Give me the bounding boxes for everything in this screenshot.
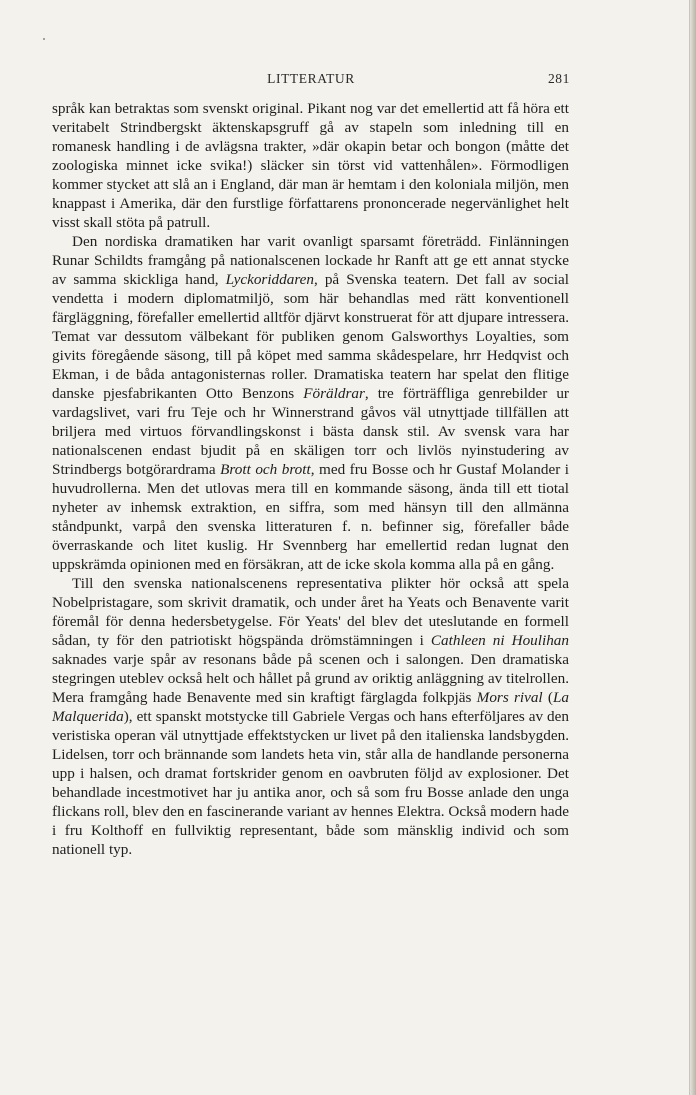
page-edge (690, 0, 696, 1095)
paragraph (52, 574, 569, 859)
text-run: Den nordiska dramatiken har varit ovanligt sparsamt företrädd. Finlänningen Runar Schildts framgång på nationalscenen lockade hr Ranft att ge ett annat stycke av samma skickliga hand, (52, 233, 569, 288)
italic-title: Brott och brott (220, 461, 311, 478)
italic-title: Lyckoriddaren (225, 271, 315, 288)
text-run: Till den svenska nationalscenens representativa plikter hör också att spela Nobelpristagare, som skrivit dramatik, och under året ha Yeats och Benavente varit föremål för denna hedersbetygelse. För Yeats' del blev det uteslutande en formell sådan, ty för den patriotiskt högspända drömstämningen i (52, 575, 569, 649)
text-run: saknades varje spår av resonans både på scenen och i salongen. Den dramatiska stegringen uteblev också helt och hållet på grund av oriktig anläggning av titelrollen. Mera framgång hade Benavente med sin kraftigt färglagda folkpjäs (52, 651, 569, 706)
text-run: ( (542, 689, 553, 706)
paragraph (52, 99, 569, 232)
text-run: , tre förträffliga genrebilder ur vardagslivet, vari fru Teje och hr Winnerstrand gåvos väl utnyttjade tillfällen att briljera med virtuos förvandlingskonst i bästa dansk stil. Av svensk vara har nationalscenen endast bjudit på en skäligen torr och livlös nyinstudering av Strindbergs botgörardrama (52, 385, 569, 478)
page-number: 281 (547, 71, 570, 86)
text-run: ), ett spanskt motstycke till Gabriele Vergas och hans efterföljares av den veristiska operan väl utnyttjade effektstycken ur livet på den italienska landsbygden. Lidelsen, torr och brännande som landets heta vin, står alla de handlande personerna upp i halsen, och dramat fortskrider genom en oavbruten följd av explosioner. Det behandlade incestmotivet har ju antika anor, och så som fru Bosse anlade den unga flickans roll, blev den en fascinerande variant av hennes Elektra. Också modern hade i fru Kolthoff en fullviktig representant, både som mänsklig individ och som nationell typ. (52, 708, 570, 858)
text-run: , med fru Bosse och hr Gustaf Molander i huvudrollerna. Men det utlovas mera till en kommande säsong, ända till ett tiotal nyheter av inhemsk extraktion, en siffra, som med hänsyn till den allmänna ståndpunkt, varpå den svenska litteraturen f. n. befinner sig, förefaller både överraskande och litet kuslig. Hr Svennberg har emellertid redan lugnat den uppskrämda opinionen med en försäkran, att de icke skola komma alla på en gång. (52, 461, 569, 573)
italic-title: Föräldrar (303, 385, 365, 402)
italic-title: Cathleen ni Houlihan (430, 632, 569, 649)
running-title: LITTERATUR (267, 71, 355, 86)
text-run: språk kan betraktas som svenskt original. Pikant nog var det emellertid att få höra ett veritabelt Strindbergskt äktenskapsgruff gå av stapeln som inledning till en romanesk handling i de avlägsna trakter, »där okapin betar och bongon (måtte det zoologiska minnet icke svika!) släcker sin törst vid vattenhålen». Förmodligen kommer stycket att slå an i England, där man är hemtam i den koloniala miljön, men knappast i Amerika, där den furstlige författarens prononcerade negervänlighet helt visst skall stöta på patrull. (52, 100, 569, 231)
page-speck (43, 38, 45, 40)
paragraph (52, 232, 569, 574)
running-header (52, 71, 570, 91)
italic-title: Mors rival (476, 689, 543, 706)
text-run: , på Svenska teatern. Det fall av social vendetta i modern diplomatmiljö, som här behandlas med rätt konventionell färgläggning, förefaller emellertid alltför djärvt konstruerat för att djupare intressera. Temat var dessutom välbekant för publiken genom Galsworthys Loyalties, som givits föregående säsong, till på köpet med samma skådespelare, hrr Hedqvist och Ekman, i de båda antagonisternas roller. Dramatiska teatern har spelat den flitige danske pjesfabrikanten Otto Benzons (52, 271, 569, 402)
body-text (52, 99, 569, 859)
italic-title: La Malquerida (52, 689, 569, 725)
